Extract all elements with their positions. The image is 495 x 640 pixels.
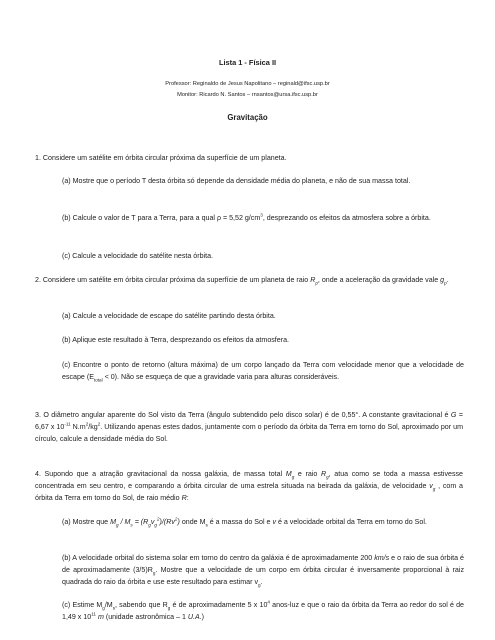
question-1c: (c) Calcule a velocidade do satélite nesta órbita.: [62, 252, 214, 260]
question-1b: (b) Calcule o valor de T para a Terra, para a qual ρ = 5,52 $g/cm^3$, desprezando os efeitos da atmosfera sobre a órbita.: [62, 212, 431, 222]
question-2-intro: 2. Considere um satélite em órbita circular próxima da superfície de um planeta de raio $R_p$, onde a aceleração da gravidade vale $g_p$.: [35, 276, 449, 286]
professor-credit: Professor: Reginaldo de Jesus Napolitano – reginald@ifsc.usp.br: [165, 81, 330, 87]
document-title: Lista 1 - Física II: [218, 58, 277, 67]
monitor-credit: Monitor: Ricardo N. Santos – rnsantos@ursa.ifsc.usp.br: [177, 92, 318, 98]
question-1-intro: 1. Considere um satélite em órbita circular próxima da superfície de um planeta.: [35, 154, 287, 162]
question-1a: (a) Mostre que o período T desta órbita só depende da densidade média do planeta, e não de sua massa total.: [62, 177, 411, 185]
section-heading: Gravitação: [227, 113, 268, 122]
question-2c: (c) Encontre o ponto de retorno (altura máxima) de um corpo lançado da Terra com velocidade menor que a velocidade de escape $(E_{total} < 0)$. Não se esqueça de que a gravidade varia para alturas consideráveis.: [62, 361, 464, 383]
question-2b: (b) Aplique este resultado à Terra, desprezando os efeitos da atmosfera.: [62, 336, 290, 344]
question-4c: (c) Estime $M_g/M_s$, sabendo que $R_g$ é de aproximadamente 5 x $10^4$ anos-luz e que o raio da órbita da Terra ao redor do sol é de 1,49 x $10^{11}$ m (unidade astronômica – 1 U.A.): [62, 599, 464, 621]
question-4-intro: 4. Supondo que a atração gravitacional da nossa galáxia, de massa total $M_g$ e raio $R_g$, atua como se toda a massa estivesse concentrada em seu centro, e comparando a órbita circular de uma estrela situada na beirada da galáxia, de velocidade $v_g$ , com a órbita da Terra em torno do Sol, de raio médio R:: [35, 470, 464, 502]
question-4b: (b) A velocidade orbital do sistema solar em torno do centro da galáxia é de aproximadamente 200 km/s e o raio de sua órbita é de aproximadamente $(3/5)R_g$. Mostre que a velocidade de um corpo em órbita circular é inversamente proporcional à raiz quadrada do raio da órbita e use este resultado para estimar $v_g$.: [62, 554, 464, 588]
question-4a: (a) Mostre que $M_g / M_s = (R_gv_g^2)/(Rv^2)$ onde $M_s$ é a massa do Sol e v é a velocidade orbital da Terra em torno do Sol.: [62, 516, 427, 528]
question-3: 3. O diâmetro angular aparente do Sol visto da Terra (ângulo subtendido pelo disco solar) é de 0,55°. A constante gravitacional é G = 6,67 x $10^{-11}$ $N.m^2/kg^2$. Utilizando apenas estes dados, juntamente com o período da órbita da Terra em torno do Sol, aproximado por um círculo, calcule a densidade média do Sol.: [35, 411, 464, 443]
question-2a: (a) Calcule a velocidade de escape do satélite partindo desta órbita.: [62, 312, 276, 320]
